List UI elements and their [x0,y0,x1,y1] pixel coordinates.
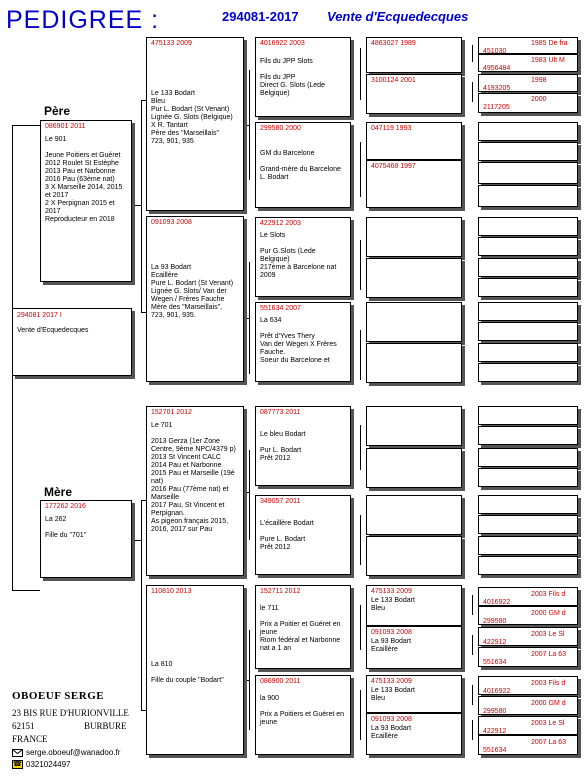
gen5-card [478,627,578,646]
gen4-ring: 475133 2009 [371,678,412,685]
tree-line [360,240,361,290]
header-ring: 294081-2017 [222,9,299,24]
gp-text: La 93 Bodart Ecaillère Pure L. Bodart (St Venant) Lignée G. Slots/ Van der Wegen / Frères Fauche Mère des "Marseillais", 723, 901, 935. [151,264,234,319]
ggp-text: le 711 Prix a Poitier et Guéret en jeune Riom fédéral et Narbonne nat a 1 an [260,605,341,652]
breeder-postcode: 62151 [12,721,35,731]
tree-line [472,82,473,102]
tree-line [360,330,361,380]
tree-line [244,318,250,319]
gen5-card [478,716,578,735]
gen4-card [366,585,462,626]
gen5-card [478,343,578,362]
gen5-extra: 1985 De fra [531,40,568,47]
gen4-ring: 3100124 2001 [371,77,416,84]
ggp-ring: 299580 2000 [260,125,301,132]
gp-card [146,585,244,755]
tree-line [472,595,473,615]
gen5-card [478,448,578,467]
gen5-extra: 2003 Le Sl [531,631,565,638]
gen4-card [366,713,462,755]
breeder-address: 23 BIS RUE D'HURIONVILLE [12,708,129,718]
gen5-ring: 2117205 [483,104,510,111]
gen5-card [478,162,578,184]
gen4-ring: 091093 2008 [371,716,412,723]
gen5-card [478,515,578,534]
page-title: PEDIGREE : [6,6,160,34]
ggp-text: Fils du JPP Slots Fils du JPP Direct G. Slots (Lede Belgique) [260,58,325,97]
gen4-text: Le 133 Bodart Bleu [371,597,415,612]
gen5-ring: 4193205 [483,85,511,92]
gen5-card [478,142,578,161]
gen4-card [366,217,462,257]
tree-line [472,685,473,705]
gp-text: La 810 Fille du couple "Bodart" [151,661,224,684]
gp-ring: 110810 2013 [151,588,192,595]
gp-ring: 152701 2012 [151,409,192,416]
tree-line [244,125,250,126]
subject-card [12,308,132,376]
mere-label: Mère [44,485,73,499]
gen5-card [478,237,578,256]
ggp-ring: 4016922 2003 [260,40,305,47]
gen5-card [478,406,578,425]
gen4-card [366,406,462,446]
breeder-name: OBOEUF SERGE [12,690,105,702]
gen5-extra: 2003 Fils d [531,680,566,687]
gen5-ring: 4956484 [483,65,511,72]
gen5-card [478,74,578,92]
gen5-extra: 1983 Ult M [531,57,565,64]
tree-line [244,680,250,681]
gen5-ring: 299580 [483,708,507,715]
gen4-card [366,122,462,160]
gen5-extra: 2003 Fils d [531,591,566,598]
gp-text: Le 701 2013 Gerza (1er Zone Centre, 9ème NPC/4379 p) 2013 St Vincent CALC 2014 Pau et Narbonne 2015 Pau et Marseille (19è nat) 2016 Pau (77ème nat) et Marseille 2017 Pau, St Vincent et Perpignan. As pigeon français 2015, 2016, 2017 sur Pau [151,422,236,533]
gen4-card [366,160,462,208]
tree-line [249,450,250,540]
pere-label: Père [44,104,71,118]
ggp-card [255,585,351,669]
gen4-card [366,536,462,576]
gen4-card [366,302,462,342]
ggp-text: Le Slots Pur G.Slots (Lede Belgique) 217ème à Barcelone nat 2009 [260,232,337,279]
pere-text: Le 901 Jeune Poitiers et Guéret 2012 Roulet St Estèphe 2013 Pau et Narbonne 2016 Pau (63ème nat) 3 X Marseille 2014, 2015 et 2017 2 X Perpignan 2015 et 2017 Reproducteur en 2018 [45,136,123,223]
gen4-card [366,37,462,73]
gen4-card [366,448,462,488]
tree-line [472,635,473,655]
gen4-ring: 475133 2009 [371,588,412,595]
gen5-extra: 2000 GM d [531,610,566,617]
ggp-ring: 152711 2012 [260,588,301,595]
gen5-card [478,37,578,54]
gen4-text: Le 133 Bodart Bleu [371,687,415,702]
ggp-card [255,495,351,575]
ggp-card [255,122,351,208]
gen5-card [478,54,578,72]
gen5-card [478,587,578,606]
gen4-ring: 4863027 1989 [371,40,416,47]
subject-name: Vente d'Ecquedecques [17,327,89,334]
ggp-text: La 634 Prêt d'Yves Thery Van der Wegen X Frères Fauche. Soeur du Barcelone et [260,317,337,364]
gen5-card [478,696,578,715]
gen5-card [478,735,578,755]
gen5-extra: 2007 La 63 [531,739,567,746]
gen4-text: La 93 Bodart Ecaillère [371,725,412,740]
gp-card [146,37,244,211]
tree-line [141,500,142,710]
gen5-card [478,278,578,297]
tree-line [360,515,361,565]
tree-line [141,100,142,312]
breeder-email[interactable]: serge.oboeuf@wanadoo.fr [26,748,121,757]
gen5-extra: 2007 La 63 [531,651,567,658]
gen5-card [478,185,578,207]
tree-line [360,425,361,470]
gen5-card [478,426,578,445]
tree-line [360,142,361,197]
gen4-card [366,675,462,713]
gen5-ring: 551634 [483,659,507,666]
gen5-ring: 4016922 [483,599,511,606]
ggp-ring: 086900 2011 [260,678,301,685]
gen5-extra: 2000 GM d [531,700,566,707]
mere-text: La 262 Fille du "701" [45,516,87,539]
ggp-text: L'écaillère Bodart Pure L. Bodart Prêt 2012 [260,520,314,551]
breeder-phone: 0321024497 [26,760,71,769]
gen4-ring: 047119 1993 [371,125,412,132]
tree-line [360,690,361,740]
gen5-card [478,122,578,141]
pere-ring: 086901 2011 [45,123,86,130]
ggp-text: la 900 Prix a Poitiers et Guéret en jeune [260,695,345,726]
tree-line [244,492,250,493]
gen5-extra: 1998 [531,77,547,84]
ggp-card [255,217,351,297]
header-name: Vente d'Ecquedecques [327,9,469,24]
gp-card [146,406,244,576]
gen4-card [366,343,462,383]
ggp-card [255,37,351,117]
tree-line [360,605,361,650]
gen4-text: La 93 Bodart Ecaillère [371,638,412,653]
breeder-block [12,690,144,769]
gen5-card [478,556,578,575]
gen5-extra: 2003 Le Sl [531,720,565,727]
gen5-ring: 422912 [483,639,507,646]
tree-line [472,45,473,62]
tree-line [12,590,40,591]
gen5-extra: 2000 [531,96,547,103]
subject-ring: 294081 2017 I [17,312,62,319]
gen4-card [366,495,462,535]
ggp-card [255,302,351,382]
gen4-card [366,74,462,114]
gen5-card [478,676,578,695]
gen4-card [366,626,462,669]
gp-card [146,216,244,382]
gp-ring: 475133 2009 [151,40,192,47]
ggp-card [255,406,351,486]
gen4-ring: 4075468 1997 [371,163,416,170]
gen5-card [478,468,578,487]
ggp-ring: 422912 2003 [260,220,301,227]
tree-line [472,720,473,740]
ggp-ring: 551634 2007 [260,305,301,312]
gen5-card [478,606,578,625]
gen5-card [478,495,578,514]
gen5-ring: 551634 [483,747,507,754]
gp-ring: 091093 2008 [151,219,192,226]
mere-card [40,500,132,578]
gen5-ring: 4016922 [483,688,511,695]
ggp-ring: 087773 2011 [260,409,301,416]
gp-text: Le 133 Bodart Bleu Pur L. Bodart (St Venant) Lignée G. Slots (Belgique) X R. Tantart Père des "Marseillais" 723, 901, 935 [151,90,233,145]
gen5-card [478,322,578,341]
ggp-text: GM du Barcelone Grand-mère du Barcelone L. Bodart [260,150,341,181]
tree-line [132,540,142,541]
pere-card [40,120,132,282]
gen5-card [478,93,578,113]
ggp-card [255,675,351,755]
gen5-card [478,536,578,555]
breeder-city: BURBURE [84,721,127,731]
gen5-card [478,363,578,382]
gen5-card [478,647,578,667]
tree-line [132,205,142,206]
gen5-card [478,258,578,277]
tree-line [360,48,361,100]
ggp-ring: 349057 2011 [260,498,301,505]
gen4-card [366,258,462,298]
email-icon [12,749,23,757]
phone-icon: ☎ [13,760,22,768]
mere-ring: 177262 2016 [45,503,86,510]
gen5-card [478,302,578,321]
gen4-ring: 091093 2008 [371,629,412,636]
gen5-card [478,217,578,236]
gen5-ring: 451030 [483,48,507,54]
breeder-country: FRANCE [12,734,48,744]
gen5-ring: 422912 [483,728,507,735]
gen5-ring: 299580 [483,618,507,625]
tree-line [12,125,40,126]
ggp-text: Le bleu Bodart Pur L. Bodart Prêt 2012 [260,431,306,462]
